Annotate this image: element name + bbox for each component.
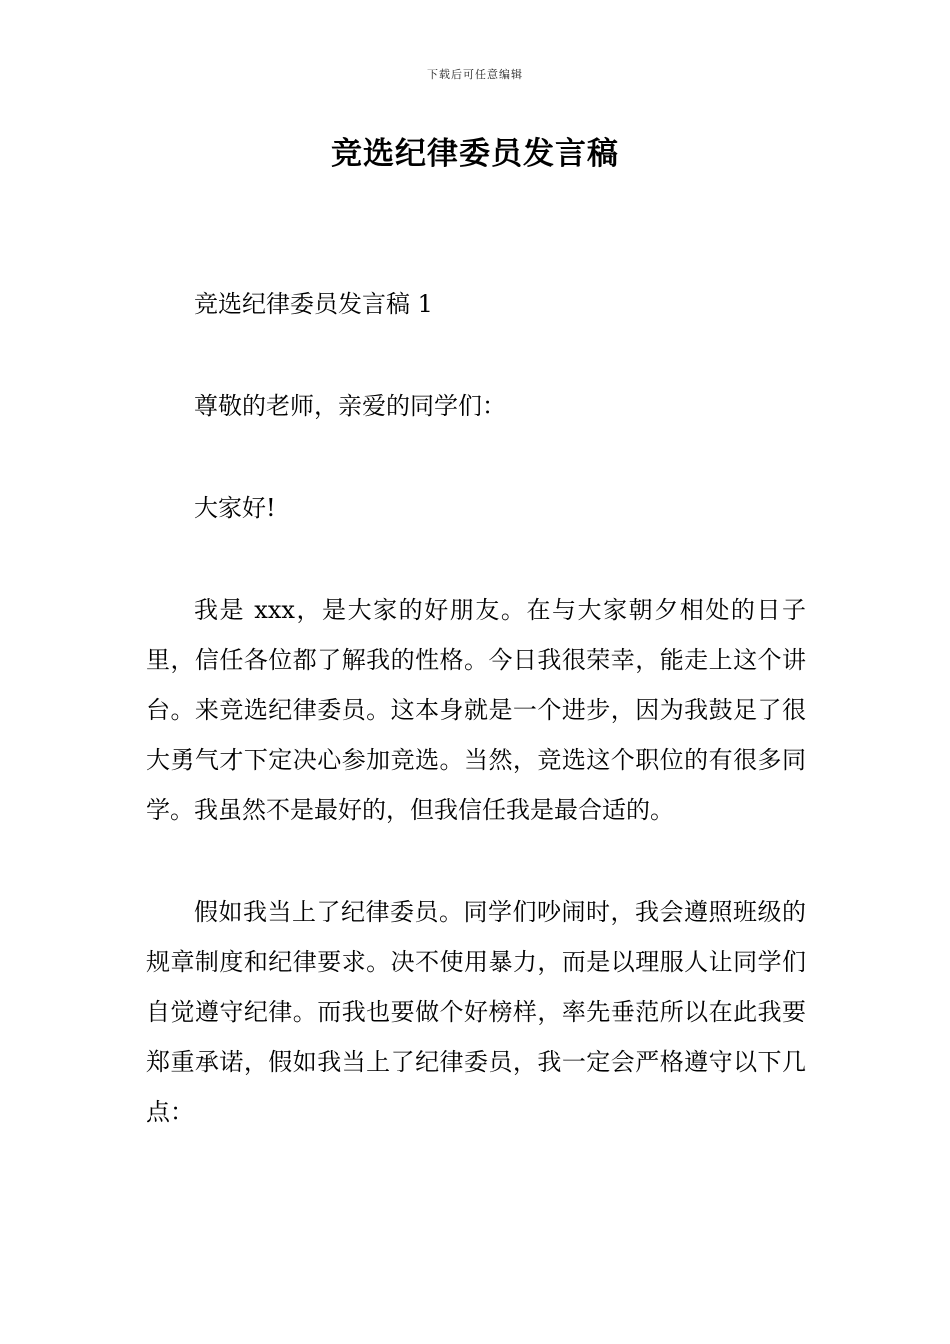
paragraph-pledge: 假如我当上了纪律委员。同学们吵闹时，我会遵照班级的规章制度和纪律要求。决不使用暴力，而是以理服人让同学们自觉遵守纪律。而我也要做个好榜样，率先垂范所以在此我要郑重承诺，假如我当上了纪律委员，我一定会严格遵守以下几点：	[146, 898, 806, 1126]
paragraph-introduction: 我是 xxx，是大家的好朋友。在与大家朝夕相处的日子里，信任各位都了解我的性格。今日我很荣幸，能走上这个讲台。来竞选纪律委员。这本身就是一个进步，因为我鼓足了很大勇气才下定决心参加竞选。当然，竞选这个职位的有很多同学。我虽然不是最好的，但我信任我是最合适的。	[146, 596, 806, 824]
paragraph-subtitle: 竞选纪律委员发言稿 1	[194, 290, 433, 318]
paragraph-greeting: 大家好!	[194, 494, 276, 522]
document-body	[146, 279, 806, 1189]
document-title: 竞选纪律委员发言稿	[331, 136, 619, 172]
header-note: 下载后可任意编辑	[427, 68, 523, 81]
paragraph-salutation: 尊敬的老师，亲爱的同学们：	[194, 392, 506, 420]
